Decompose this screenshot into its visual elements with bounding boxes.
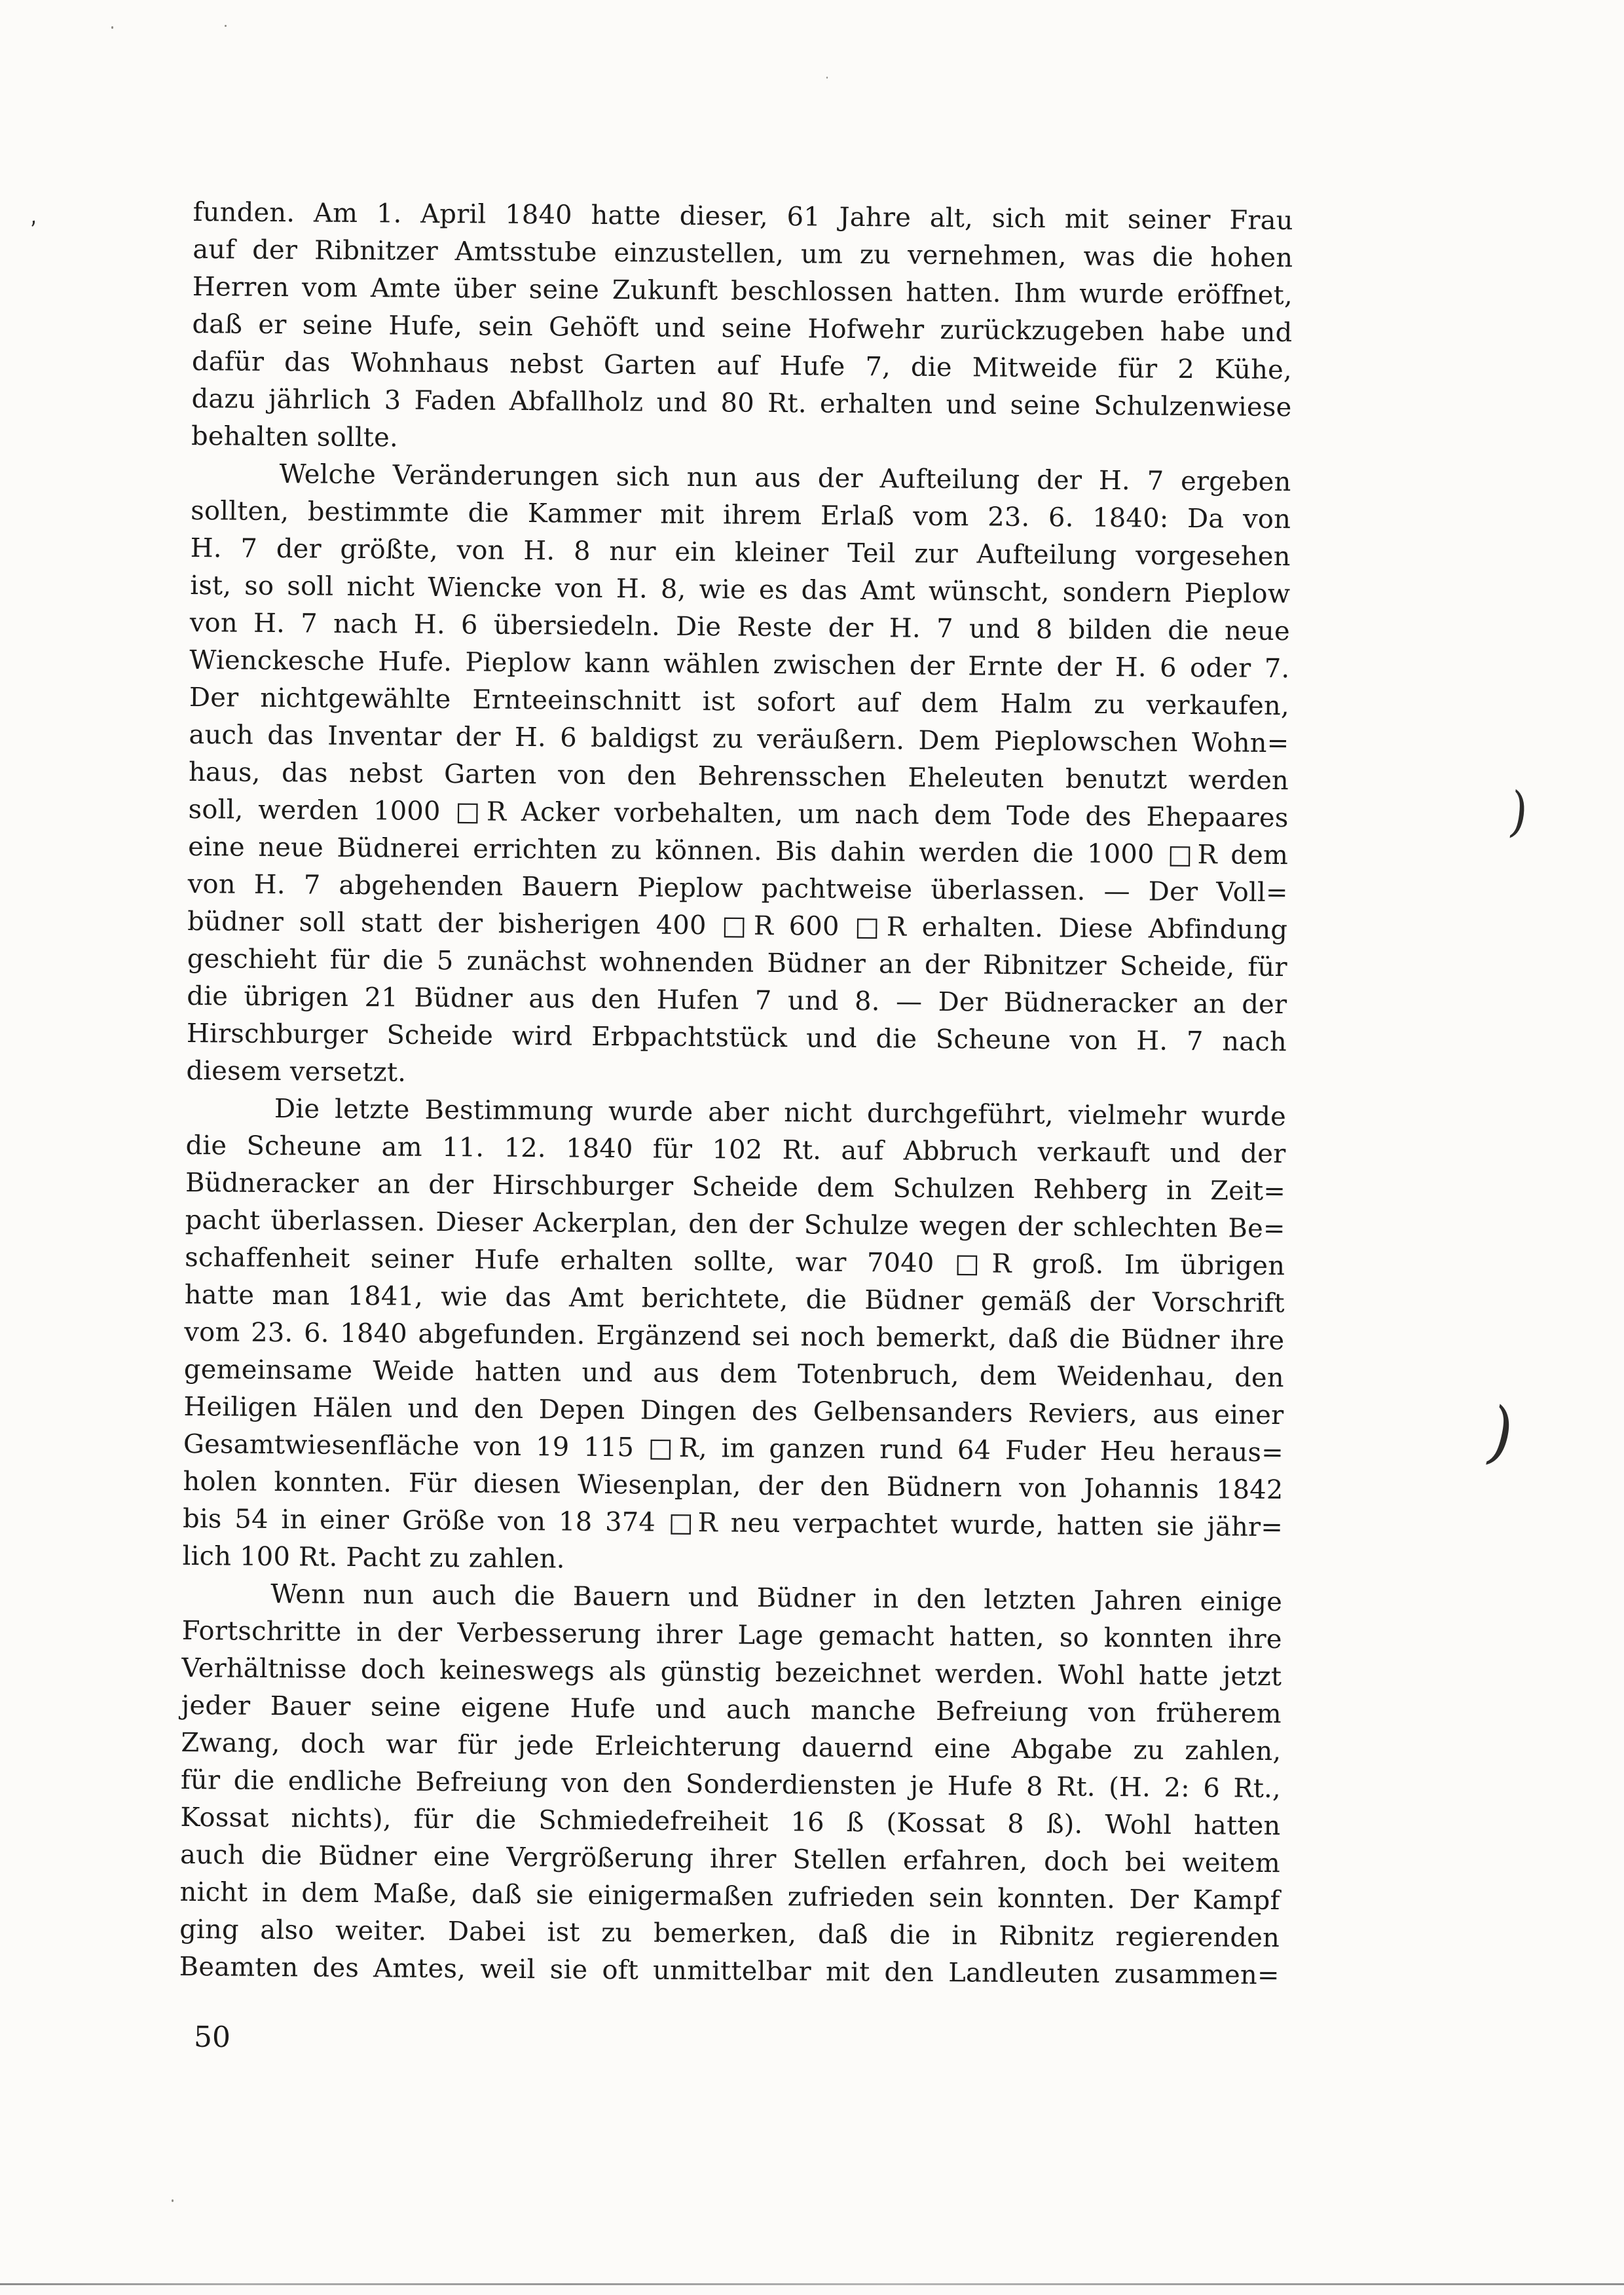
- text-line: lich 100 Rt. Pacht zu zahlen.: [182, 1540, 565, 1575]
- text-line: vom 23. 6. 1840 abgefunden. Ergänzend sei noch bemerkt, daß die Büdner ihre: [184, 1316, 1285, 1356]
- scan-speck: [172, 2199, 174, 2202]
- handwritten-paren-mark-1: ): [1505, 780, 1532, 845]
- text-line: Kossat nichts), für die Schmiedefreiheit 16 ß (Kossat 8 ß). Wohl hatten: [180, 1802, 1281, 1842]
- text-line: hatte man 1841, wie das Amt berichtete, die Büdner gemäß der Vorschrift: [184, 1279, 1285, 1319]
- text-line: ging also weiter. Dabei ist zu bemerken, daß die in Ribnitz regierenden: [179, 1914, 1280, 1954]
- text-line: Wienckesche Hufe. Pieplow kann wählen zwischen der Ernte der H. 6 oder 7.: [189, 644, 1290, 684]
- text-line: haus, das nebst Garten von den Behrensschen Eheleuten benutzt werden: [188, 756, 1289, 796]
- scan-speck: [826, 77, 828, 79]
- text-line: von H. 7 abgehenden Bauern Pieplow pachtweise überlassen. — Der Voll=: [187, 868, 1288, 908]
- text-line: die übrigen 21 Büdner aus den Hufen 7 und 8. — Der Büdneracker an der: [187, 980, 1287, 1020]
- text-line: jeder Bauer seine eigene Hufe und auch manche Befreiung von früherem: [181, 1690, 1282, 1730]
- text-line: behalten sollte.: [191, 420, 399, 453]
- handwritten-paren-mark-2: ): [1480, 1391, 1522, 1475]
- text-line: nicht in dem Maße, daß sie einigermaßen zufrieden sein konnten. Der Kampf: [179, 1876, 1280, 1916]
- text-line: funden. Am 1. April 1840 hatte dieser, 61 Jahre alt, sich mit seiner Frau: [193, 196, 1293, 236]
- text-line: büdner soll statt der bisherigen 400 □R 600 □R erhalten. Diese Abfindung: [187, 906, 1288, 946]
- text-line: dazu jährlich 3 Faden Abfallholz und 80 Rt. erhalten und seine Schulzenwiese: [191, 383, 1292, 423]
- text-line: Beamten des Amtes, weil sie oft unmittelbar mit den Landleuten zusammen=: [179, 1951, 1280, 1991]
- scan-speck: [225, 25, 227, 27]
- text-line: auf der Ribnitzer Amtsstube einzustellen, um zu vernehmen, was die hohen: [193, 234, 1293, 274]
- scan-speck: [111, 26, 113, 29]
- text-line: Der nichtgewählte Ernteeinschnitt ist sofort auf dem Halm zu verkaufen,: [189, 682, 1290, 722]
- text-line: Fortschritte in der Verbesserung ihrer Lage gemacht hatten, so konnten ihre: [181, 1615, 1282, 1655]
- text-line: gemeinsame Weide hatten und aus dem Totenbruch, dem Weidenhau, den: [183, 1354, 1285, 1394]
- text-line: holen konnten. Für diesen Wiesenplan, der den Büdnern von Johannis 1842: [183, 1466, 1283, 1506]
- text-line: daß er seine Hufe, sein Gehöft und seine Hofwehr zurückzugeben habe und: [192, 308, 1293, 348]
- text-line: Büdneracker an der Hirschburger Scheide dem Schulzen Rehberg in Zeit=: [185, 1167, 1286, 1207]
- text-line: von H. 7 nach H. 6 übersiedeln. Die Reste der H. 7 und 8 bilden die neue: [189, 607, 1290, 647]
- text-line: eine neue Büdnerei errichten zu können. Bis dahin werden die 1000 □R dem: [187, 831, 1289, 871]
- text-line: bis 54 in einer Größe von 18 374 □R neu verpachtet wurde, hatten sie jähr=: [182, 1503, 1283, 1543]
- text-line: Die letzte Bestimmung wurde aber nicht durchgeführt, vielmehr wurde: [274, 1094, 1287, 1132]
- page-number: 50: [193, 2020, 231, 2055]
- text-line: sollten, bestimmte die Kammer mit ihrem Erlaß vom 23. 6. 1840: Da von: [191, 495, 1291, 535]
- margin-ink-speck: ,: [26, 202, 39, 230]
- text-line: schaffenheit seiner Hufe erhalten sollte, war 7040 □R groß. Im übrigen: [185, 1242, 1285, 1282]
- text-line: Welche Veränderungen sich nun aus der Aufteilung der H. 7 ergeben: [279, 459, 1291, 498]
- text-line: Wenn nun auch die Bauern und Büdner in den letzten Jahren einige: [270, 1578, 1283, 1618]
- text-line: auch die Büdner eine Vergrößerung ihrer Stellen erfahren, doch bei weitem: [179, 1839, 1281, 1879]
- text-line: pacht überlassen. Dieser Ackerplan, den der Schulze wegen der schlechten Be=: [185, 1204, 1285, 1244]
- text-line: die Scheune am 11. 12. 1840 für 102 Rt. auf Abbruch verkauft und der: [185, 1130, 1286, 1170]
- text-line: Hirschburger Scheide wird Erbpachtstück und die Scheune von H. 7 nach: [186, 1018, 1287, 1058]
- text-line: soll, werden 1000 □R Acker vorbehalten, um nach dem Tode des Ehepaares: [188, 794, 1289, 834]
- text-line: ist, so soll nicht Wiencke von H. 8, wie es das Amt wünscht, sondern Pieplow: [190, 570, 1291, 610]
- text-line: auch das Inventar der H. 6 baldigst zu veräußern. Dem Pieplowschen Wohn=: [189, 719, 1289, 759]
- text-line: Verhältnisse doch keineswegs als günstig bezeichnet werden. Wohl hatte jetzt: [181, 1652, 1282, 1692]
- text-line: diesem versetzt.: [186, 1055, 407, 1088]
- text-line: Heiligen Hälen und den Depen Dingen des Gelbensanders Reviers, aus einer: [183, 1391, 1284, 1431]
- text-line: Gesamtwiesenfläche von 19 115 □R, im ganzen rund 64 Fuder Heu heraus=: [183, 1428, 1284, 1468]
- text-line: geschieht für die 5 zunächst wohnenden Büdner an der Ribnitzer Scheide, für: [187, 943, 1287, 983]
- text-line: Zwang, doch war für jede Erleichterung dauernd eine Abgabe zu zahlen,: [181, 1727, 1282, 1767]
- text-line: Herren vom Amte über seine Zukunft beschlossen hatten. Ihm wurde eröffnet,: [192, 271, 1293, 311]
- text-line: dafür das Wohnhaus nebst Garten auf Hufe 7, die Mitweide für 2 Kühe,: [191, 346, 1293, 386]
- scan-edge-artifact: [0, 2283, 1624, 2285]
- text-line: für die endliche Befreiung von den Sonderdiensten je Hufe 8 Rt. (H. 2: 6 Rt.,: [180, 1764, 1282, 1804]
- text-line: H. 7 der größte, von H. 8 nur ein kleiner Teil zur Aufteilung vorgesehen: [190, 532, 1291, 572]
- body-text-block: [179, 194, 1293, 1994]
